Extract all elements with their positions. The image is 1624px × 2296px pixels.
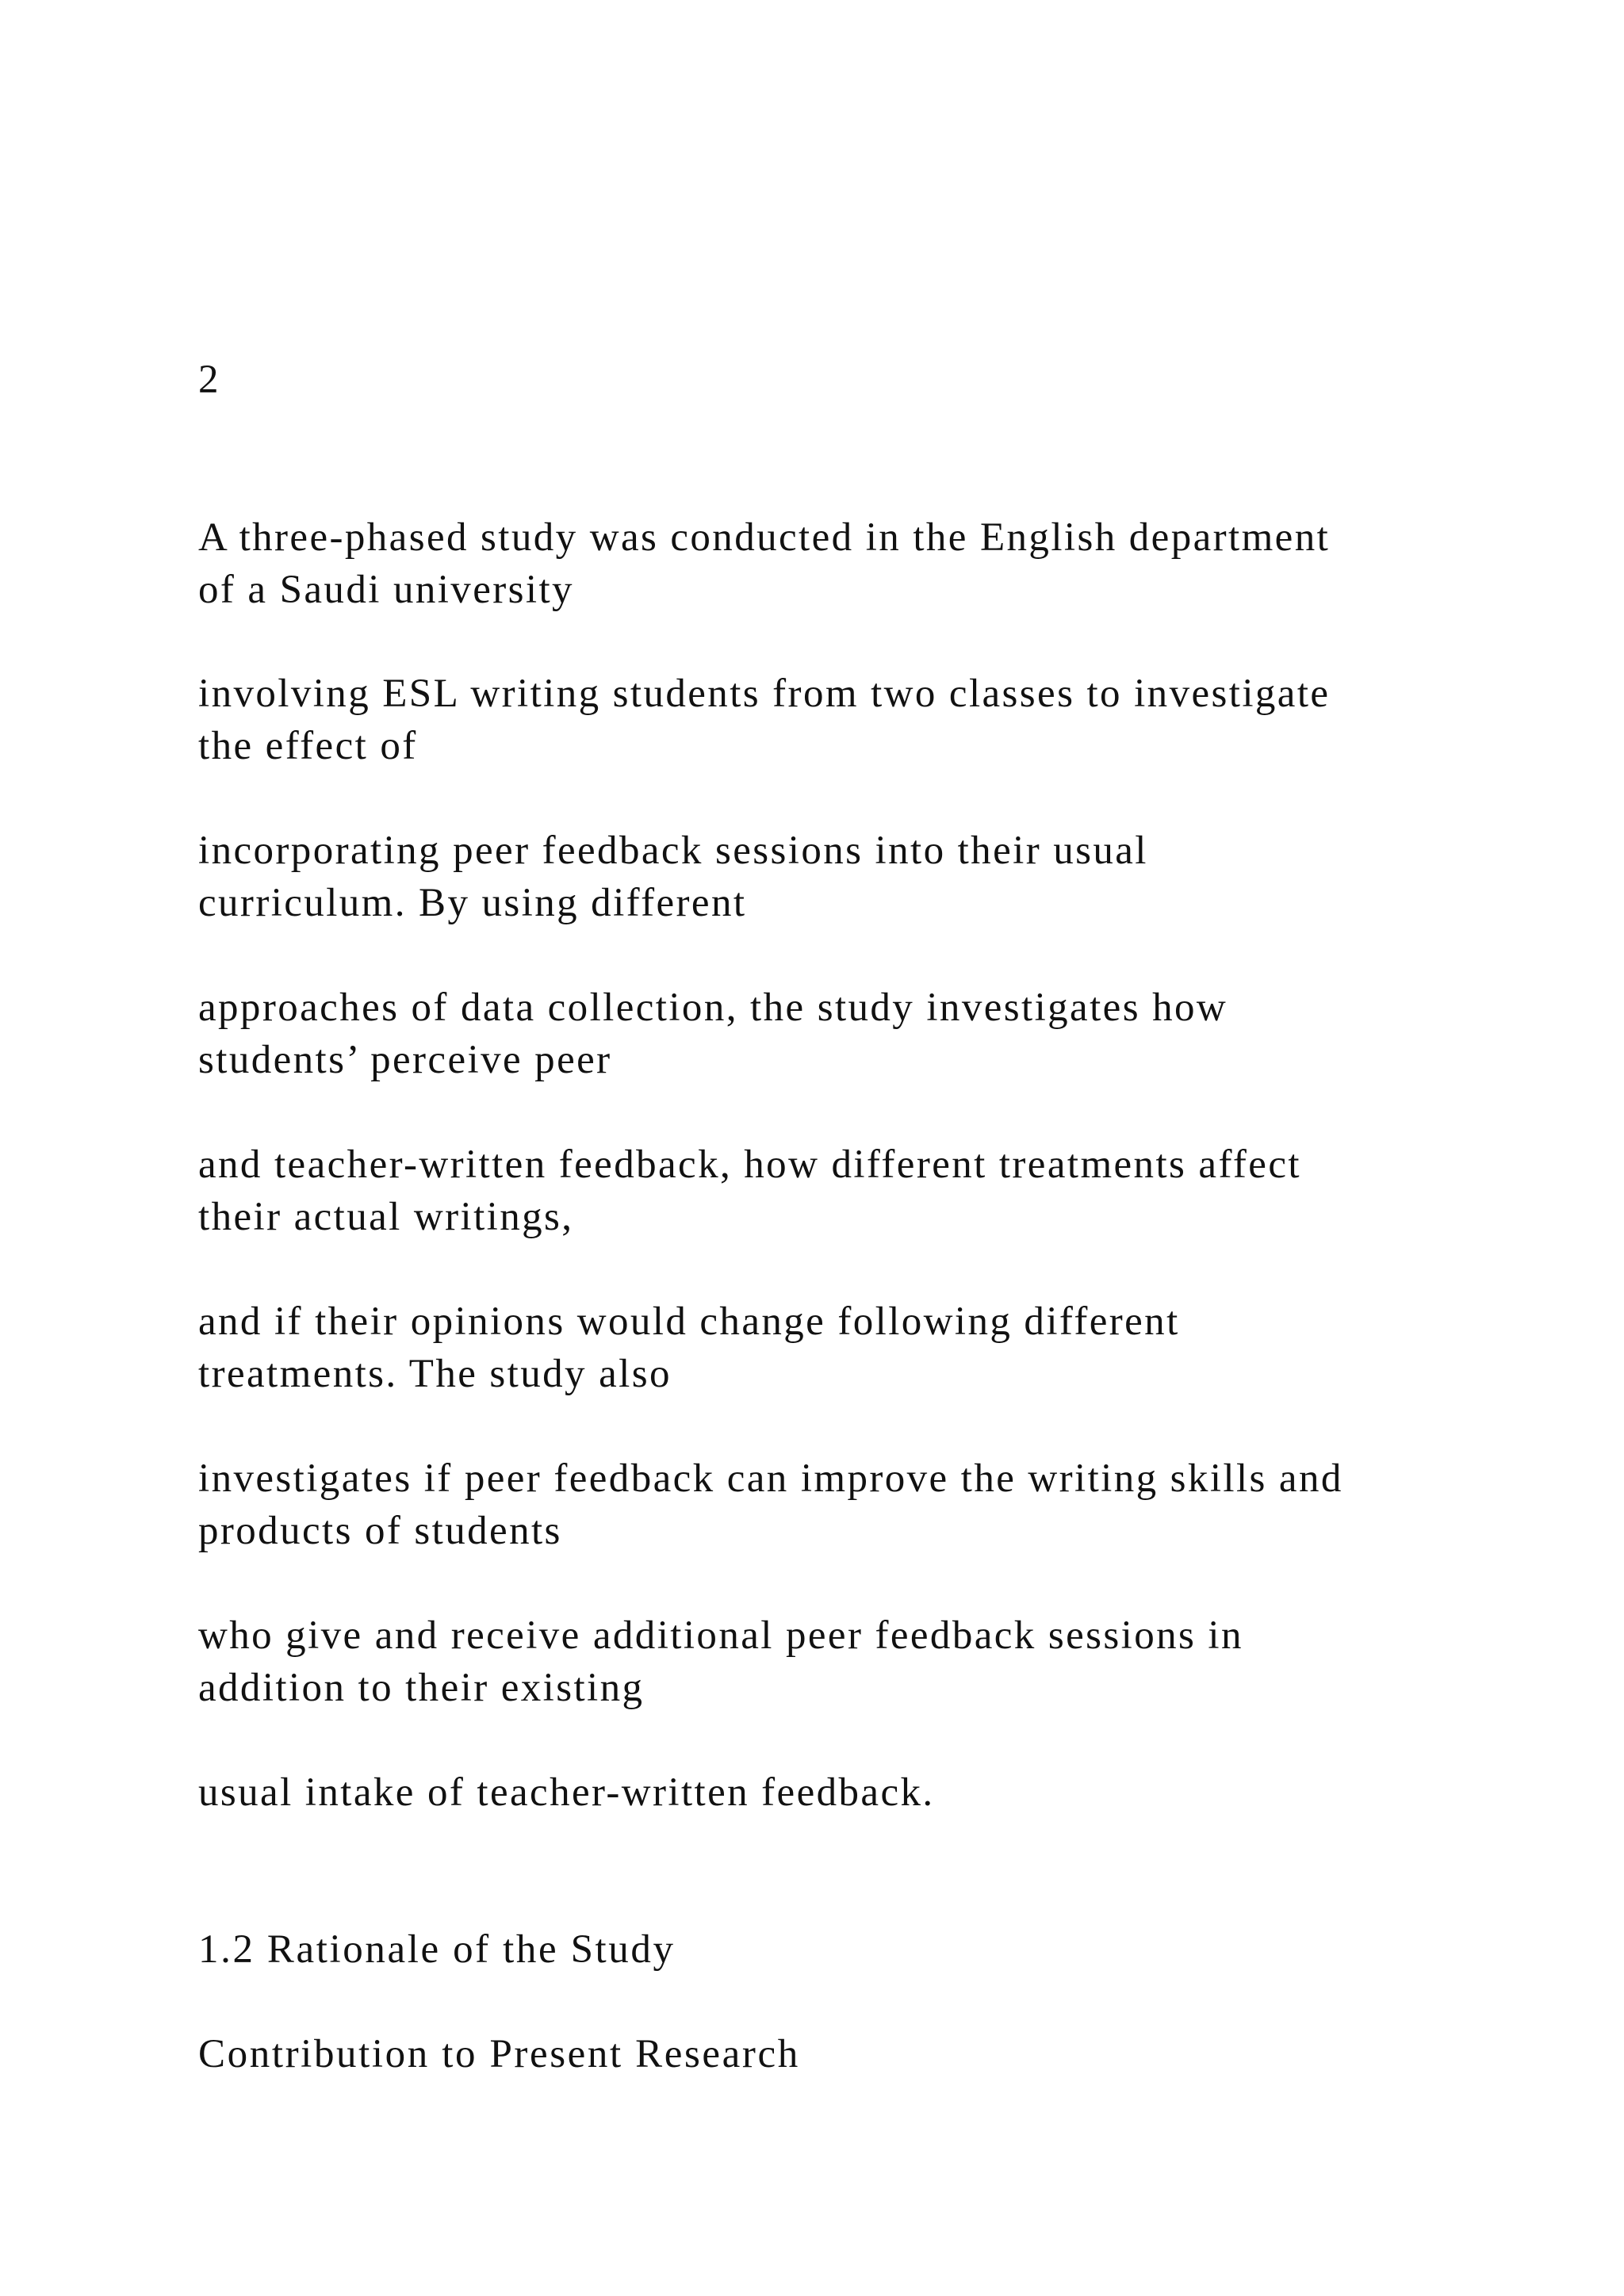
paragraph-1-line-1: A three-phased study was conducted in the English department xyxy=(198,515,1331,560)
paragraph-5-line-1: and teacher-written feedback, how different treatments affect xyxy=(198,1142,1301,1187)
subheading: Contribution to Present Research xyxy=(198,2032,800,2076)
paragraph-6-line-2: treatments. The study also xyxy=(198,1352,672,1396)
paragraph-8-line-1: who give and receive additional peer feedback sessions in xyxy=(198,1613,1243,1658)
paragraph-2-line-2: the effect of xyxy=(198,724,418,768)
paragraph-3-line-1: incorporating peer feedback sessions into their usual xyxy=(198,828,1148,873)
paragraph-6-line-1: and if their opinions would change following different xyxy=(198,1299,1180,1344)
paragraph-4-line-2: students’ perceive peer xyxy=(198,1038,612,1082)
paragraph-3-line-2: curriculum. By using different xyxy=(198,881,747,925)
paragraph-9-line-1: usual intake of teacher-written feedback. xyxy=(198,1770,935,1815)
paragraph-5-line-2: their actual writings, xyxy=(198,1195,574,1239)
paragraph-7-line-1: investigates if peer feedback can improve the writing skills and xyxy=(198,1456,1343,1501)
paragraph-8-line-2: addition to their existing xyxy=(198,1666,645,1710)
paragraph-7-line-2: products of students xyxy=(198,1509,562,1553)
paragraph-1-line-2: of a Saudi university xyxy=(198,568,574,612)
page-number: 2 xyxy=(198,358,220,402)
paragraph-4-line-1: approaches of data collection, the study investigates how xyxy=(198,985,1228,1030)
section-heading: 1.2 Rationale of the Study xyxy=(198,1927,676,1972)
paragraph-2-line-1: involving ESL writing students from two classes to investigate xyxy=(198,672,1331,716)
